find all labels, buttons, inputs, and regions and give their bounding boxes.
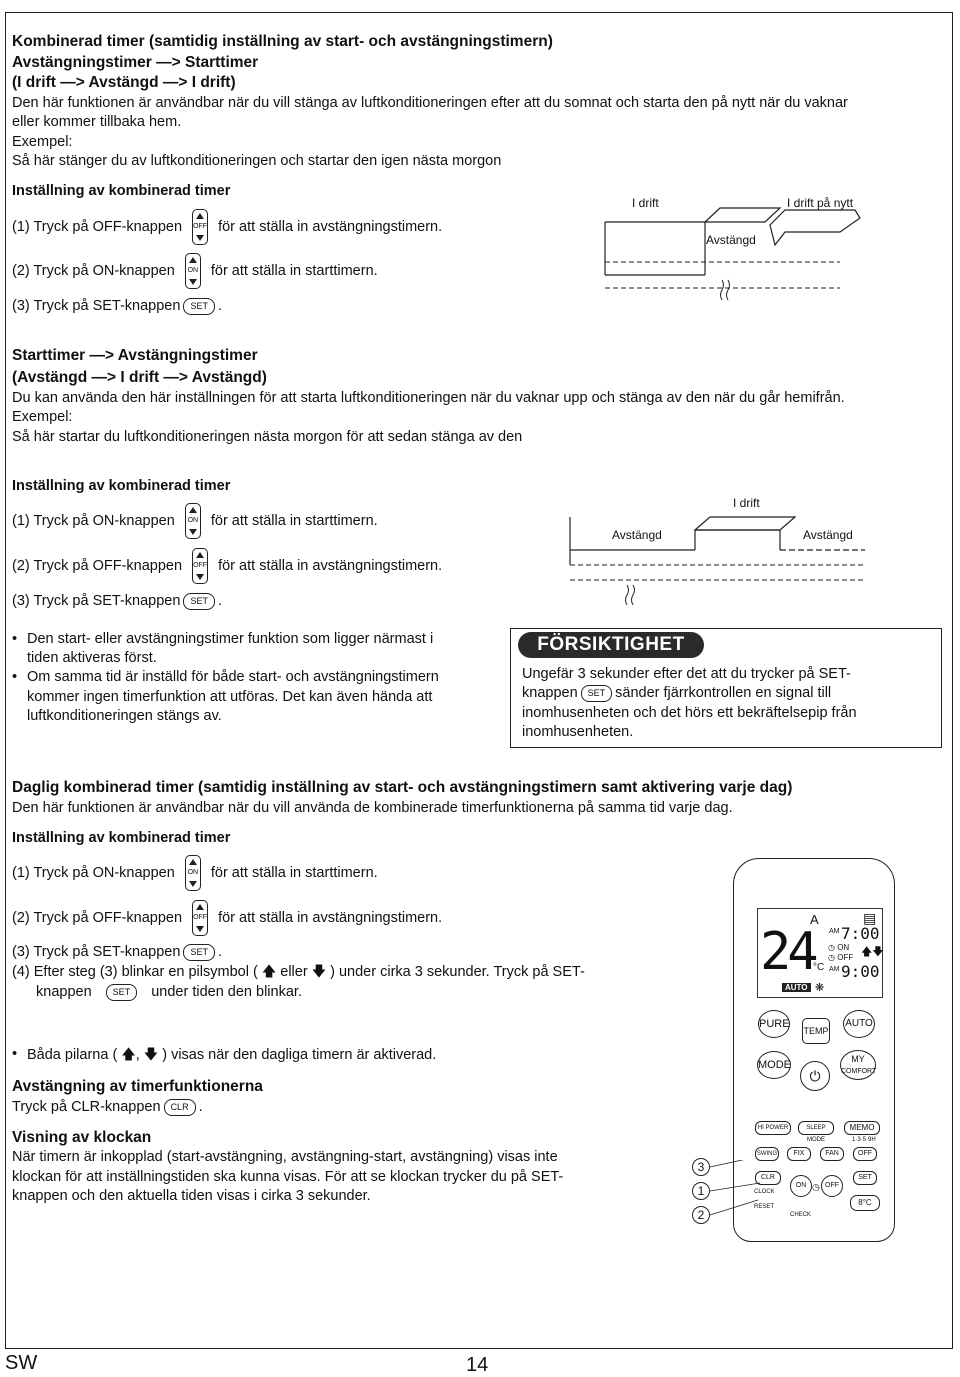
section2-step2: [12, 548, 442, 584]
section2-step3: [12, 591, 222, 611]
note1-line1: Den start- eller avstängningstimer funktion som ligger närmast i: [27, 631, 434, 647]
on-key-icon: [185, 503, 201, 539]
remote-my-comfort-button[interactable]: [840, 1050, 876, 1080]
section1-sequence: (I drift —> Avstängd —> I drift): [12, 74, 236, 91]
caution-title: FÖRSIKTIGHET: [518, 632, 704, 658]
callout-1: 1: [692, 1182, 710, 1200]
lcd-time-off: 9:00: [841, 962, 880, 981]
lcd-timer-on: ◷ ON: [828, 943, 850, 952]
step-text: (2) Tryck på ON-knappen: [12, 262, 175, 279]
section2-description: Du kan använda den här inställningen för att starta luftkonditioneringen när du vaknar upp och stänga av den när du går hemifrån.: [12, 390, 845, 406]
off-key-label: OFF: [193, 562, 208, 569]
arrow-up-icon: 🡅: [121, 1046, 136, 1062]
section3-step1: [12, 855, 378, 891]
note2-line3: luftkonditioneringen stängs av.: [27, 708, 222, 724]
remote-power-icon[interactable]: ⏻: [800, 1061, 830, 1091]
leader-line: [710, 1200, 758, 1215]
on-key-icon: [185, 253, 201, 289]
section1-step1: [12, 209, 442, 245]
remote-auto-button[interactable]: AUTO: [843, 1010, 875, 1038]
set-key-icon: SET: [183, 298, 215, 315]
diagram-box-top: [705, 208, 780, 222]
remote-clr-button[interactable]: CLR: [755, 1171, 781, 1185]
callout-3: 3: [692, 1158, 710, 1176]
section1-subtitle: Avstängningstimer —> Starttimer: [12, 54, 259, 71]
diagram1-on-again-label: I drift på nytt: [787, 196, 854, 210]
step-text: (3) Tryck på SET-knappen: [12, 593, 181, 609]
note-bullet-1: •: [12, 631, 18, 647]
section2-setting-heading: Inställning av kombinerad timer: [12, 478, 231, 494]
clock-line2: klockan för att inställningstiden ska kunna visas. För att se klockan trycker du på SET-: [12, 1169, 564, 1185]
section2-title: Starttimer —> Avstängningstimer: [12, 347, 258, 364]
step-text: (1) Tryck på OFF-knappen: [12, 218, 183, 235]
off-key-icon: [192, 548, 208, 584]
section3-title: Daglig kombinerad timer (samtidig inställning av start- och avstängningstimern samt aktivering varje dag): [12, 779, 793, 796]
step-text-or: eller: [280, 964, 308, 980]
section2-sequence: (Avstängd —> I drift —> Avstängd): [12, 369, 267, 386]
remote-clock-label: CLOCK: [754, 1189, 775, 1195]
off-key-label: OFF: [193, 914, 208, 921]
lcd-on-label: ON: [837, 943, 850, 952]
step-text-suffix: .: [217, 593, 222, 609]
remote-on-button[interactable]: ON: [790, 1175, 812, 1197]
on-key-icon: [185, 855, 201, 891]
arrow-up-icon: 🡅: [261, 963, 277, 979]
off-key-icon: [192, 209, 208, 245]
step-text: (1) Tryck på ON-knappen: [12, 864, 175, 881]
diagram2-off-right-label: Avstängd: [803, 528, 853, 542]
lcd-fan-icon: ❋: [815, 982, 825, 994]
caution-line1: Ungefär 3 sekunder efter det att du trycker på SET-: [522, 666, 851, 682]
note-bullet-3: •: [12, 1046, 18, 1062]
remote-sleep-button[interactable]: SLEEP MODE: [798, 1121, 834, 1135]
note-text: Båda pilarna (: [27, 1047, 118, 1063]
remote-8c-button[interactable]: 8°C: [850, 1195, 880, 1211]
step-text-suffix: för att ställa in avstängningstimern.: [218, 909, 443, 926]
diagram1-on-label: I drift: [632, 196, 659, 210]
remote-fix-button[interactable]: FIX: [787, 1147, 811, 1161]
section1-setting-heading: Inställning av kombinerad timer: [12, 183, 231, 199]
on-key-label: ON: [187, 267, 199, 274]
step-text-suffix: .: [217, 944, 222, 960]
page-number: 14: [466, 1354, 489, 1376]
step-text: (2) Tryck på OFF-knappen: [12, 909, 183, 926]
step-text-suffix: för att ställa in starttimern.: [210, 864, 378, 881]
lcd-unit: °C: [813, 962, 825, 973]
arrow-down-icon: 🡇: [311, 963, 327, 979]
language-code: SW: [5, 1352, 38, 1374]
diagram-box-top: [695, 517, 795, 530]
set-key-icon: SET: [183, 944, 215, 961]
note1-line2: tiden aktiveras först.: [27, 650, 157, 666]
caution-text-suffix: sänder fjärrkontrollen en signal till: [615, 685, 832, 701]
section2-example-label: Exempel:: [12, 409, 73, 425]
set-key-icon: SET: [183, 593, 215, 610]
section2-example-text: Så här startar du luftkonditioneringen nästa morgon för att sedan stänga av den: [12, 429, 523, 445]
remote-swing-button[interactable]: SWING: [755, 1147, 779, 1161]
callout-leader-lines: [708, 1160, 768, 1220]
section3-note: [27, 1044, 436, 1065]
cancel-heading: Avstängning av timerfunktionerna: [12, 1078, 263, 1095]
leader-line: [710, 1160, 756, 1167]
lcd-timer-off: ◷ OFF: [828, 953, 854, 962]
section1-step2: [12, 253, 378, 289]
note-text-cont: ) visas när den dagliga timern är aktiverad.: [162, 1047, 437, 1063]
clock-line3: knappen och den aktuella tiden visas i cirka 3 sekunder.: [12, 1188, 371, 1204]
section1-description: Den här funktionen är användbar när du vill stänga av luftkonditioneringen efter att du somnat och starta den på nytt när du vaknar: [12, 95, 848, 111]
step-text-suffix: för att ställa in avstängningstimern.: [218, 557, 443, 574]
lcd-time-on: 7:00: [841, 924, 880, 943]
lcd-fan-level-icon: ▤: [863, 910, 877, 926]
step-text: (2) Tryck på OFF-knappen: [12, 557, 183, 574]
section1-step3: [12, 296, 222, 316]
section3-step4-cont: [36, 982, 302, 1002]
section3-step2: [12, 900, 442, 936]
remote-off-timer-button[interactable]: OFF: [821, 1175, 843, 1197]
callout-2: 2: [692, 1206, 710, 1224]
remote-pure-button[interactable]: PURE: [758, 1010, 790, 1038]
step-text-suffix: för att ställa in starttimern.: [210, 262, 378, 279]
caution-line2: [522, 683, 831, 703]
lcd-am: AM: [829, 928, 840, 935]
leader-line: [710, 1183, 760, 1191]
diagram1-off-label: Avstängd: [706, 233, 756, 247]
step-text: (4) Efter steg (3) blinkar en pilsymbol (: [12, 964, 258, 980]
lcd-off-label: OFF: [837, 953, 854, 962]
clr-key-icon: CLR: [164, 1099, 196, 1116]
remote-check-label: CHECK: [790, 1212, 812, 1218]
step-text: (3) Tryck på SET-knappen: [12, 944, 181, 960]
set-key-icon: SET: [106, 984, 138, 1001]
diagram2-on-label: I drift: [733, 496, 760, 510]
step-text: (1) Tryck på ON-knappen: [12, 512, 175, 529]
section1-description-cont: eller kommer tillbaka hem.: [12, 114, 182, 130]
off-key-label: OFF: [193, 223, 208, 230]
arrow-down-icon: 🡇: [143, 1046, 159, 1062]
step-text: knappen: [36, 984, 92, 1000]
note-comma: ,: [135, 1047, 140, 1063]
section1-example-text: Så här stänger du av luftkonditioneringen och startar den igen nästa morgon: [12, 153, 502, 169]
caution-line4: inomhusenheten.: [522, 724, 634, 740]
step-text-suffix: för att ställa in avstängningstimern.: [218, 218, 443, 235]
clock-heading: Visning av klockan: [12, 1129, 152, 1146]
section3-step3: [12, 942, 222, 962]
remote-mode-button[interactable]: MODE: [757, 1051, 791, 1079]
lcd-temperature: 24: [760, 922, 815, 982]
remote-off-button[interactable]: OFF: [853, 1147, 877, 1161]
lcd-am-2: AM: [829, 966, 840, 973]
diagram-arrow-restart: [770, 210, 860, 245]
section3-description: Den här funktionen är användbar när du vill använda de kombinerade timerfunktionerna på samma tid varje dag.: [12, 800, 733, 816]
step-text-suffix: för att ställa in starttimern.: [210, 512, 378, 529]
diagram-break-mark: [721, 280, 730, 300]
set-key-icon: SET: [581, 685, 613, 702]
step-text-cont: ) under cirka 3 sekunder. Tryck på SET-: [330, 964, 585, 980]
caution-line3: inomhusenheten och det hörs ett bekräftelsepip från: [522, 705, 857, 721]
section3-step4: [12, 961, 585, 982]
remote-hours-label: 1·3·5·9H: [852, 1137, 876, 1143]
clock-line1: När timern är inkopplad (start-avstängning, avstängning-start, avstängning) visas inte: [12, 1149, 558, 1165]
comfort-label: COMFORT: [841, 1068, 877, 1075]
section3-setting-heading: Inställning av kombinerad timer: [12, 830, 231, 846]
diagram2-off-left-label: Avstängd: [612, 528, 662, 542]
lcd-arrows-icon: 🡅🡇: [861, 946, 884, 958]
remote-hipower-button[interactable]: HI POWER: [755, 1121, 791, 1135]
cancel-text-prefix: Tryck på CLR-knappen: [12, 1099, 161, 1115]
my-label: MY: [851, 1054, 865, 1064]
remote-set-button[interactable]: SET: [853, 1171, 877, 1185]
section2-step1: [12, 503, 378, 539]
step-text-suffix: .: [217, 298, 222, 314]
remote-temp-button[interactable]: TEMP: [802, 1018, 830, 1044]
remote-memo-button[interactable]: MEMO: [844, 1121, 880, 1135]
lcd-auto-icon: A: [810, 912, 819, 927]
section1-title: Kombinerad timer (samtidig inställning av start- och avstängningstimern): [12, 33, 553, 50]
timer-diagram-on-off: [565, 505, 885, 615]
remote-timer-icon: ◷: [812, 1182, 820, 1192]
note-bullet-2: •: [12, 669, 18, 685]
cancel-text-suffix: .: [198, 1099, 203, 1115]
cancel-text: [12, 1097, 203, 1117]
section1-example-label: Exempel:: [12, 134, 73, 150]
remote-reset-label: RESET: [754, 1204, 775, 1210]
step-text: (3) Tryck på SET-knappen: [12, 298, 181, 314]
on-key-label: ON: [187, 869, 199, 876]
note2-line1: Om samma tid är inställd för både start- och avstängningstimern: [27, 669, 439, 685]
diagram-break-mark: [626, 585, 635, 605]
caution-text: knappen: [522, 685, 578, 701]
note2-line2: kommer ingen timerfunktion att utföras. Det kan även hända att: [27, 689, 433, 705]
remote-fan-button[interactable]: FAN: [820, 1147, 844, 1161]
lcd-auto-mode: AUTO: [782, 983, 811, 992]
on-key-label: ON: [187, 517, 199, 524]
step-text-suffix: under tiden den blinkar.: [151, 984, 302, 1000]
off-key-icon: [192, 900, 208, 936]
